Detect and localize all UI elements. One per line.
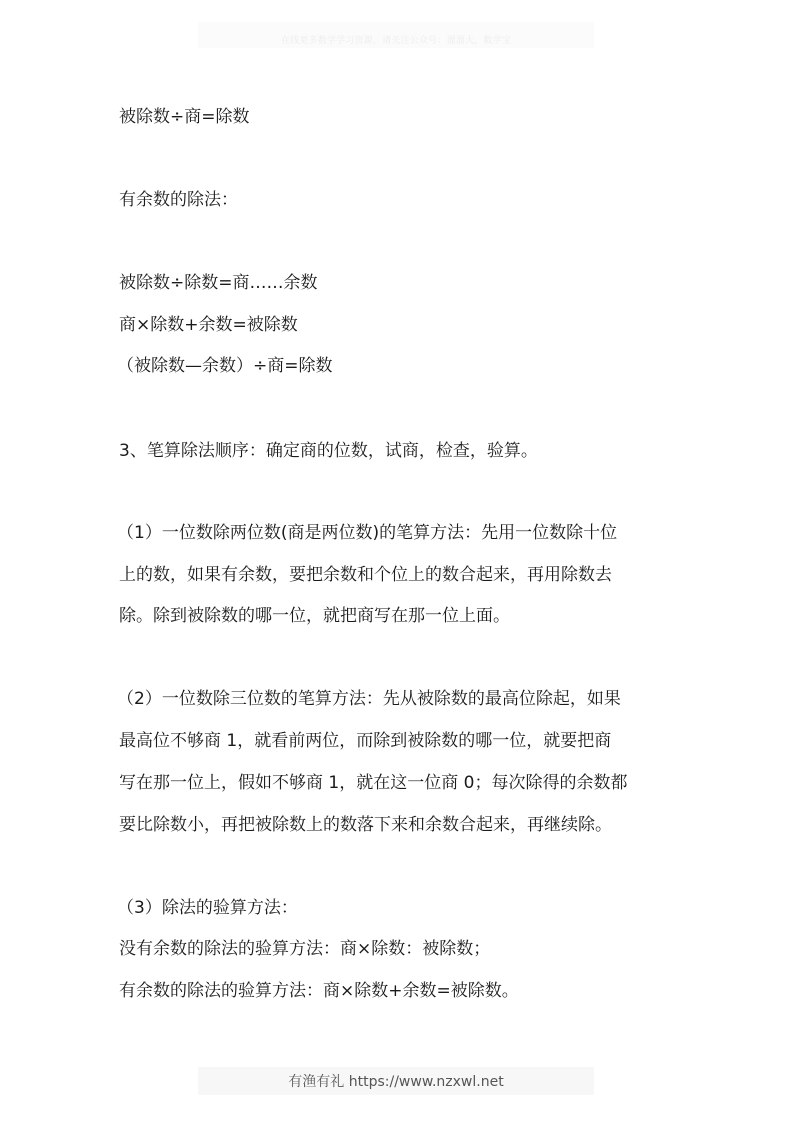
paragraph-2-line-4: 要比除数小，再把被除数上的数落下来和余数合起来，再继续除。 xyxy=(119,815,612,835)
paragraph-2-line-1: （2）一位数除三位数的笔算方法：先从被除数的最高位除起，如果 xyxy=(117,689,621,709)
formula-remainder-division: 被除数÷除数=商……余数 xyxy=(119,273,318,293)
header-watermark: 在线更多数学学习资源，请关注公众号：溜溜大，数学宝 xyxy=(280,36,511,46)
footer-site-link[interactable]: 有渔有礼 https://www.nzxwl.net xyxy=(288,1074,504,1090)
paragraph-2-line-2: 最高位不够商 1，就看前两位，而除到被除数的哪一位，就要把商 xyxy=(119,731,612,751)
verification-with-remainder: 有余数的除法的验算方法：商×除数+余数=被除数。 xyxy=(119,981,519,1001)
formula-divisor: 被除数÷商=除数 xyxy=(119,107,250,127)
paragraph-1-line-3: 除。除到被除数的哪一位，就把商写在那一位上面。 xyxy=(119,606,510,626)
section-heading-verification: （3）除法的验算方法： xyxy=(117,898,298,918)
paragraph-2-line-3: 写在那一位上，假如不够商 1，就在这一位商 0；每次除得的余数都 xyxy=(119,773,628,793)
formula-dividend: 商×除数+余数=被除数 xyxy=(119,315,298,335)
section-heading-long-division-order: 3、笔算除法顺序：确定商的位数，试商，检查，验算。 xyxy=(119,441,538,461)
verification-no-remainder: 没有余数的除法的验算方法：商×除数：被除数； xyxy=(119,939,491,959)
section-heading-remainder-division: 有余数的除法： xyxy=(119,190,238,210)
paragraph-1-line-1: （1）一位数除两位数(商是两位数)的笔算方法：先用一位数除十位 xyxy=(117,523,618,543)
paragraph-1-line-2: 上的数，如果有余数，要把余数和个位上的数合起来，再用除数去 xyxy=(119,565,612,585)
formula-divisor-with-remainder: （被除数—余数）÷商=除数 xyxy=(117,356,333,376)
